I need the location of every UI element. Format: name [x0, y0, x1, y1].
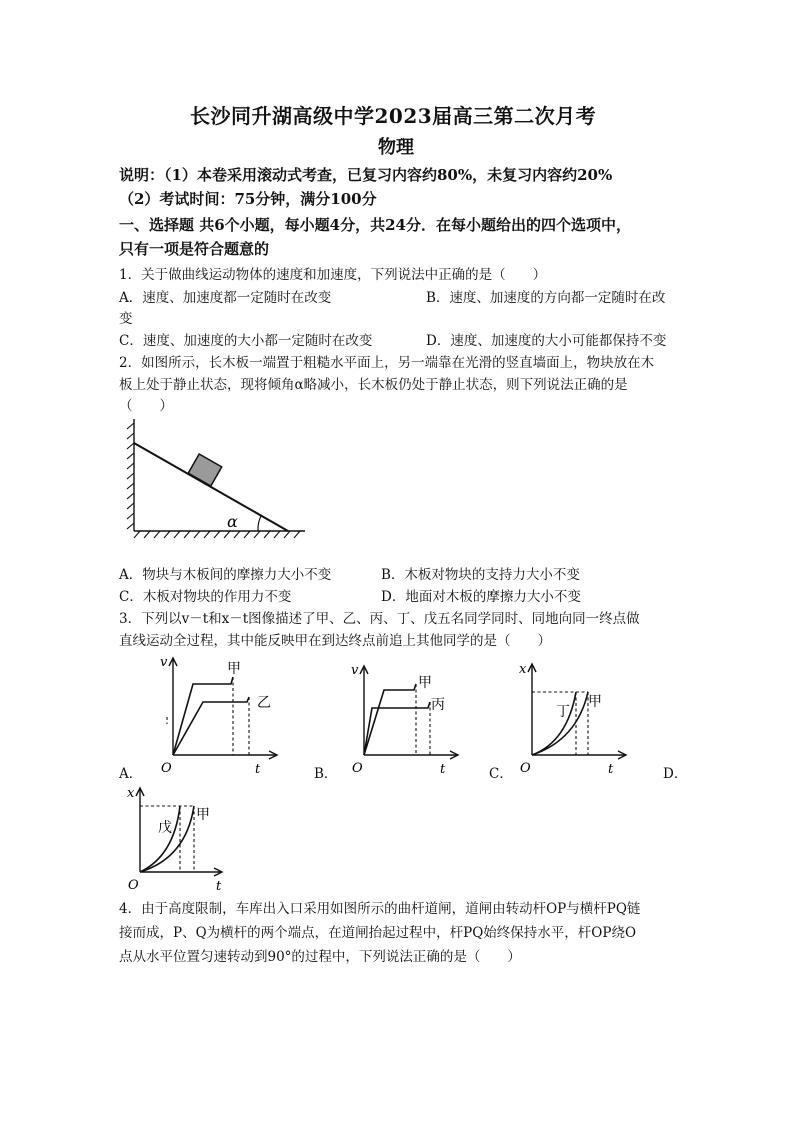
series-ding [532, 692, 576, 755]
angle-arc [258, 516, 261, 531]
q4-stem-line-1: 4．由于高度限制，车库出入口采用如图所示的曲杆道闸，道闸由转动杆OP与横杆PQ链 [119, 901, 641, 917]
q1-option-b-wrap: 变 [119, 311, 133, 327]
series-label-jia: 甲 [196, 807, 210, 823]
q3-stem-line-2: 直线运动全过程，其中能反映甲在到达终点前追上其他同学的是（ ） [119, 633, 551, 649]
q4-stem-line-2: 接而成，P、Q为横杆的两个端点，在道闸抬起过程中，杆PQ始终保持水平，杆OP绕O [119, 925, 637, 941]
q3-graph-c [512, 660, 636, 777]
x-axis-label: t [440, 762, 446, 777]
exam-note-line-1: 说明：（1）本卷采用滚动式考查，已复习内容约80%，未复习内容约20% [119, 166, 613, 184]
y-axis-label: x [127, 786, 135, 801]
x-axis-label: t [216, 879, 222, 892]
y-axis-label: x [519, 662, 527, 677]
q4-stem-line-3: 点从水平位置匀速转动到90°的过程中，下列说法正确的是（ ） [119, 949, 521, 965]
exam-note-line-2: （2）考试时间：75分钟，满分100分 [119, 190, 377, 208]
q1-stem: 1．关于做曲线运动物体的速度和加速度，下列说法中正确的是（ ） [119, 267, 547, 283]
q3-option-b-label: B． [314, 766, 338, 782]
block-shape [188, 454, 221, 486]
series-label-wu: 戊 [158, 820, 172, 836]
q3-option-a-label: A． [119, 766, 143, 782]
x-axis-label: t [608, 762, 614, 777]
series-jia [364, 684, 416, 755]
origin-label: O [520, 761, 531, 776]
q3-graph-d [122, 784, 228, 892]
y-axis-label: v [351, 663, 359, 678]
y-axis-label: v [160, 655, 168, 670]
q2-option-a: A．物块与木板间的摩擦力大小不变 [119, 567, 332, 583]
section-heading-line-1: 一、选择题 共6个小题，每小题4分，共24分．在每小题给出的四个选项中， [119, 216, 631, 234]
origin-label: O [128, 878, 139, 892]
q3-graph-b [344, 660, 469, 777]
series-bing [364, 702, 430, 755]
q2-stem-line-3: （ ） [119, 398, 173, 414]
q2-option-c: C．木板对物块的作用力不变 [119, 589, 292, 605]
q2-option-b: B．木板对物块的支持力大小不变 [381, 567, 580, 583]
series-yi [173, 697, 249, 755]
board-line [134, 443, 288, 531]
exam-title: 长沙同升湖高级中学2023届高三第二次月考 [190, 104, 597, 128]
series-label-bing: 丙 [431, 697, 445, 713]
q3-stem-line-1: 3．下列以v－t和x－t图像描述了甲、乙、丙、丁、戊五名同学同时、同地向同一终点做 [119, 611, 640, 627]
origin-label: O [352, 761, 363, 776]
q1-option-c: C．速度、加速度的大小都一定随时在改变 [119, 333, 373, 349]
wall-hatching [127, 423, 134, 529]
ground-hatching [134, 531, 300, 538]
angle-label: α [227, 512, 238, 531]
series-jia [173, 677, 233, 755]
q2-incline-figure [120, 413, 310, 543]
series-label-ding: 丁 [556, 704, 570, 720]
series-jia [532, 692, 588, 755]
q2-stem-line-1: 2．如图所示，长木板一端置于粗糙水平面上，另一端靠在光滑的竖直墙面上，物块放在木 [119, 355, 655, 371]
origin-label: O [161, 761, 172, 776]
q2-stem-line-2: 板上处于静止状态，现将倾角α略减小，长木板仍处于静止状态，则下列说法正确的是 [119, 377, 628, 393]
q3-option-d-label: D． [663, 766, 688, 782]
series-jia [140, 806, 194, 872]
q1-option-d: D．速度、加速度的大小可能都保持不变 [426, 333, 667, 349]
q1-option-b: B．速度、加速度的方向都一定随时在改 [426, 290, 666, 306]
series-label-jia: 甲 [227, 661, 241, 677]
x-axis-label: t [255, 762, 261, 777]
subject-title: 物理 [378, 137, 414, 158]
section-heading-line-2: 只有一项是符合题意的 [119, 240, 270, 258]
q1-option-a: A．速度、加速度都一定随时在改变 [119, 290, 332, 306]
series-label-jia: 甲 [418, 675, 432, 691]
series-label-yi: 乙 [257, 695, 271, 711]
series-label-jia: 甲 [588, 694, 602, 710]
q2-option-d: D．地面对木板的摩擦力大小不变 [381, 589, 581, 605]
q3-option-c-label: C． [489, 766, 513, 782]
q3-graph-a [153, 652, 283, 777]
